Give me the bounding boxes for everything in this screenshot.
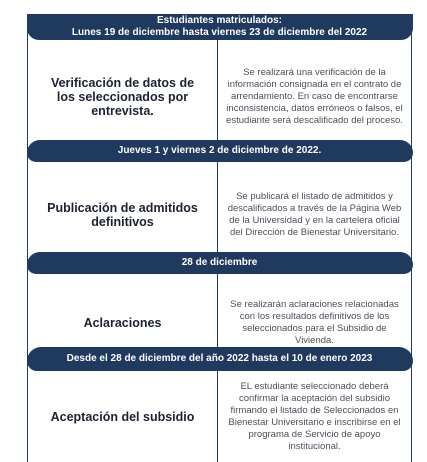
section-4-date-line-1: Desde el 28 de diciembre del año 2022 hasta el 10 de enero 2023	[66, 353, 373, 364]
section-1-description: Se realizará una verificación de la información consignada en el contrato de arrendamiento. En caso de encontrarse inconsistencia, datos erróneos o falsos, el estudiante será descalificado del proceso.	[226, 67, 403, 126]
section-2-description: Se publicará el listado de admitidos y descalificados a través de la Página Web de la Universidad y en la cartelera oficial del Dirección de Bienestar Universitario.	[227, 190, 402, 238]
section-2-date-header	[27, 140, 413, 162]
section-3-title: Aclaraciones	[83, 315, 162, 330]
section-1-date-header	[27, 14, 413, 40]
section-1-title: Verificación de datos de los seleccionados por entrevista.	[50, 76, 195, 118]
section-4-description-cell	[218, 371, 411, 462]
section-4-description: EL estudiante seleccionado deberá confirmar la aceptación del subsidio firmando el listado de Seleccionados en Bienestar Universitario e inscribirse en el programa de Servicio de apoyo institucional.	[228, 380, 401, 452]
section-3-date-line-1: 28 de diciembre	[181, 257, 258, 268]
section-1-date-line-2: Lunes 19 de diciembre hasta viernes 23 de diciembre del 2022	[71, 27, 368, 38]
section-1-row	[28, 40, 411, 154]
section-4-date-header	[27, 347, 413, 371]
section-4-row	[28, 371, 411, 462]
section-1-title-cell	[28, 40, 218, 154]
section-2-title: Publicación de admitidos definitivos	[47, 200, 198, 229]
section-4-title: Aceptación del subsidio	[50, 409, 195, 424]
schedule-timeline	[27, 14, 412, 462]
section-1-description-cell	[218, 40, 411, 154]
section-3-description: Se realizarán aclaraciones relacionadas con los resultados definitivos de los seleccionados para el Subsidio de Vivienda.	[230, 298, 399, 346]
section-4-title-cell	[28, 371, 218, 462]
section-2-date-line-1: Jueves 1 y viernes 2 de diciembre de 2022.	[117, 145, 322, 156]
section-1-date-line-1: Estudiantes matriculados:	[156, 15, 283, 26]
section-3-date-header	[27, 252, 413, 274]
